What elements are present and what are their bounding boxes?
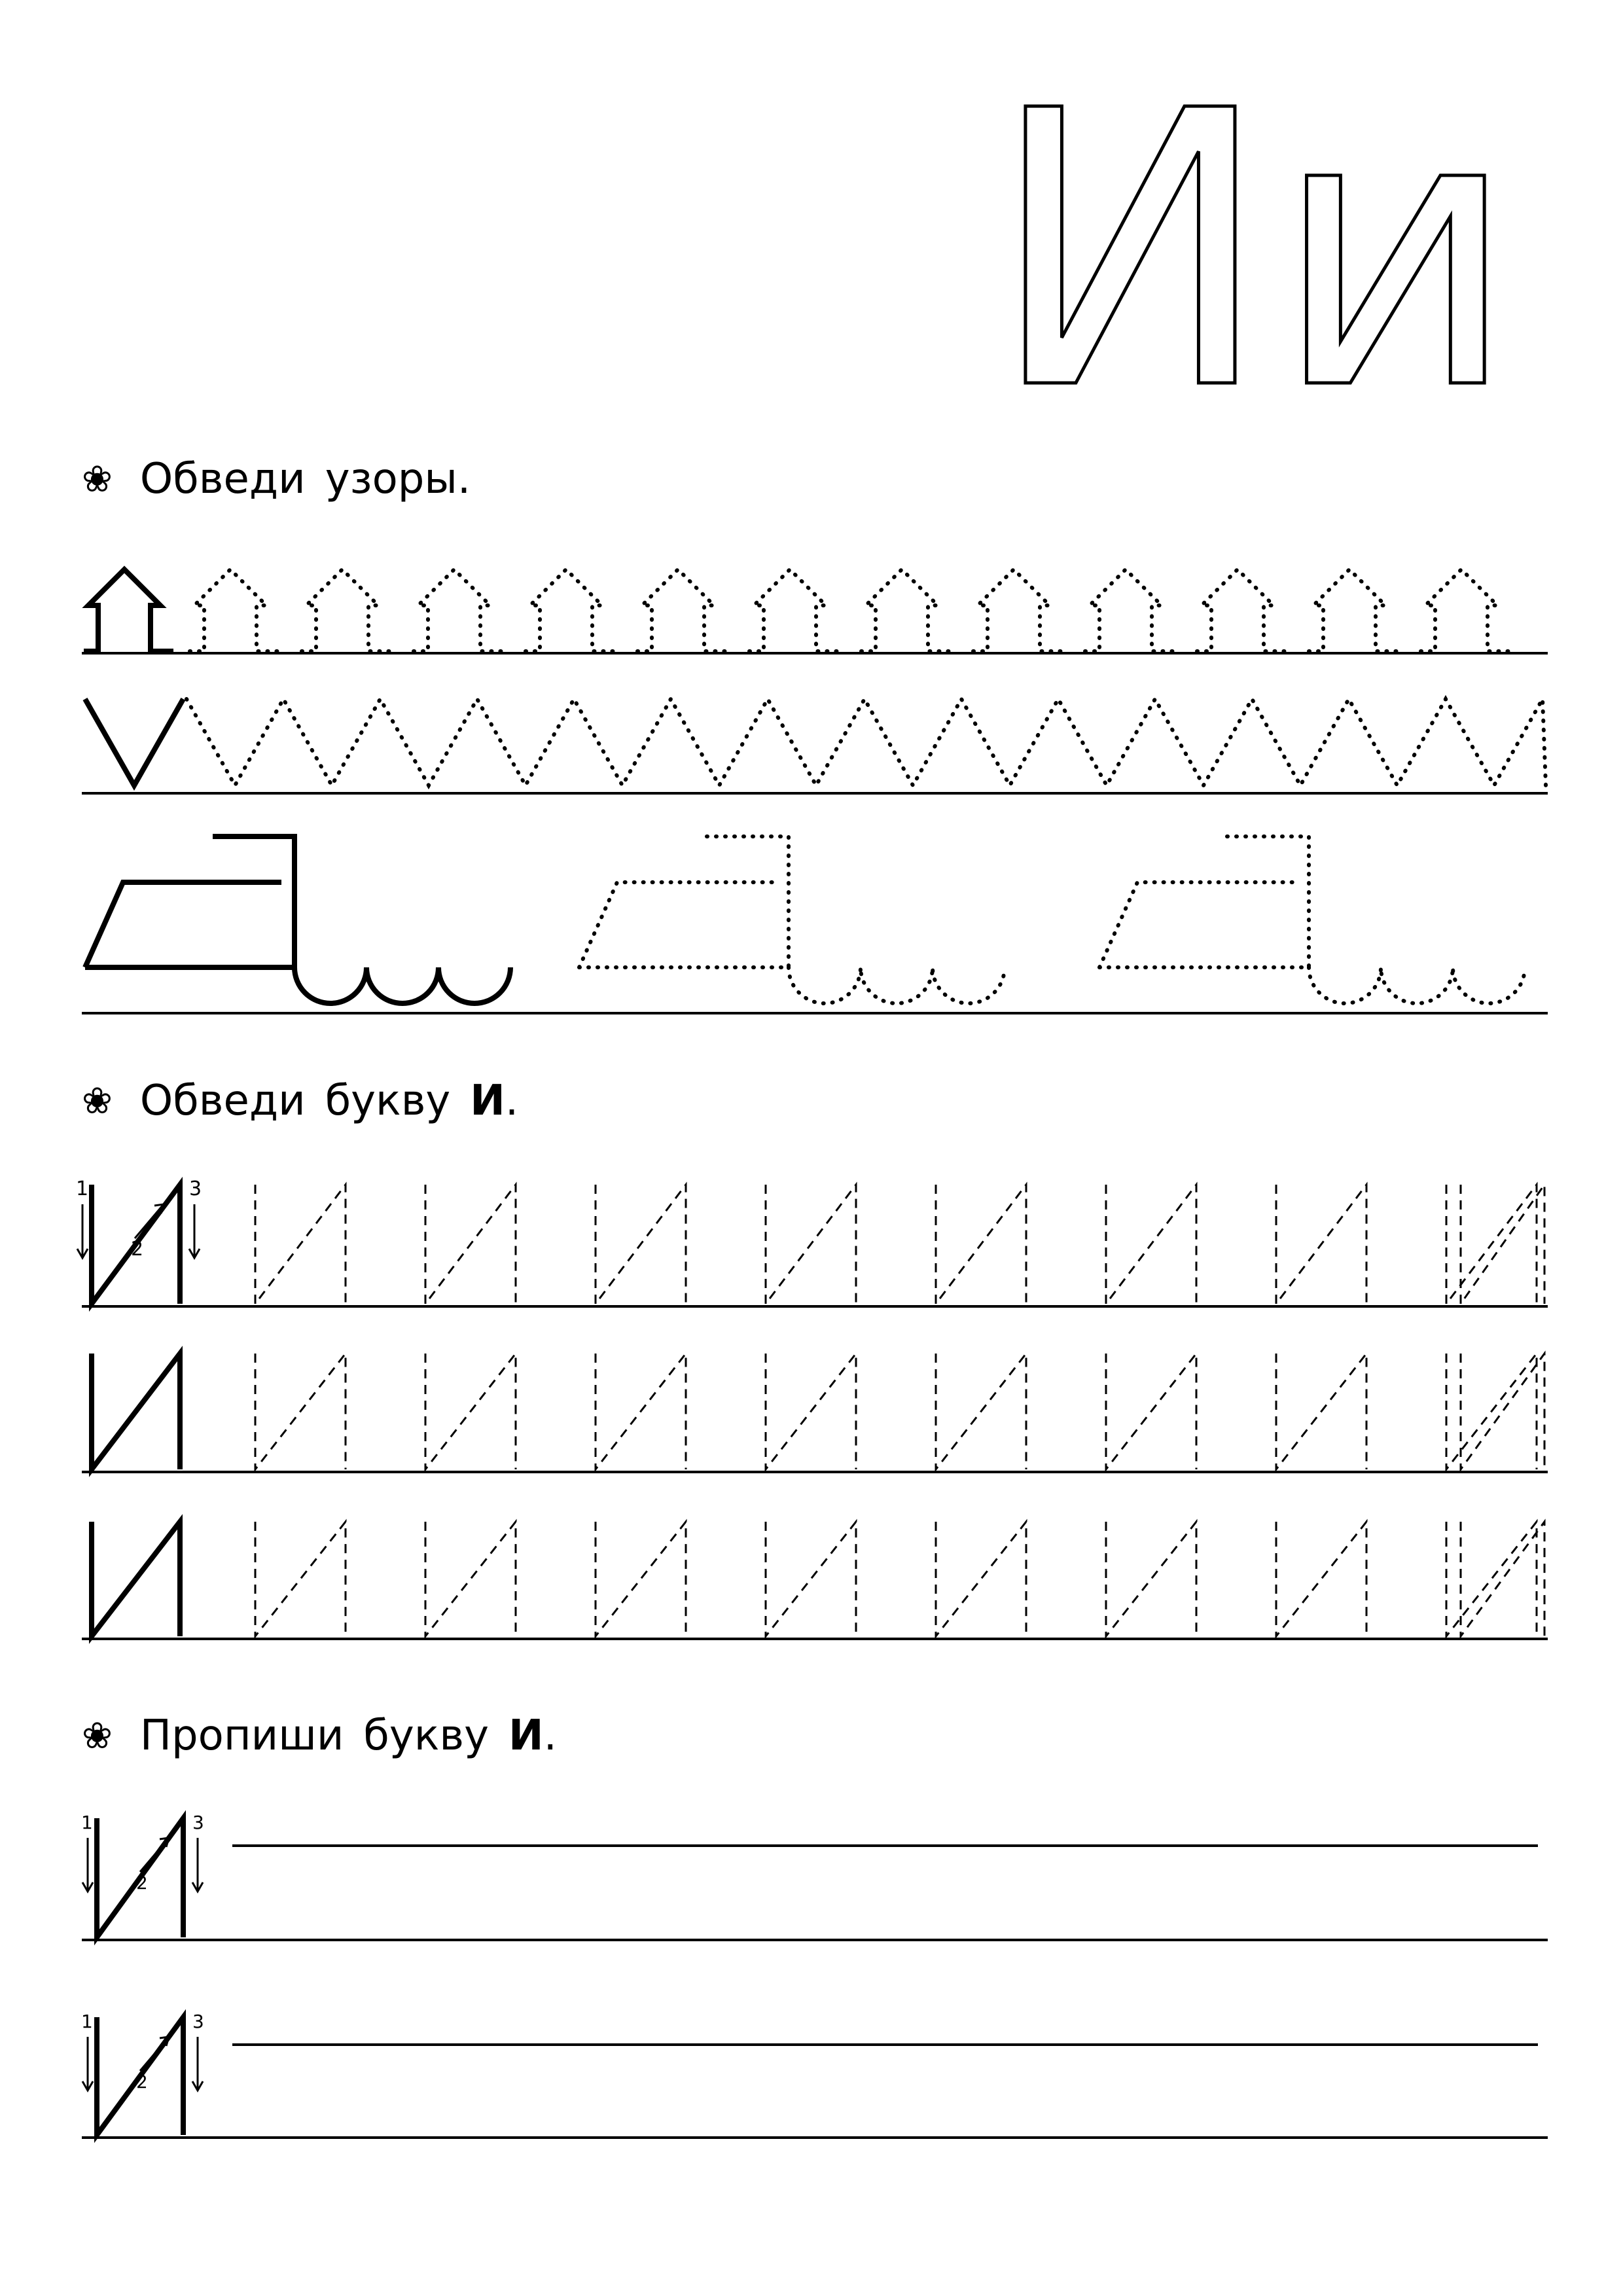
stroke-number: 2: [136, 2071, 148, 2092]
stroke-number: 1: [81, 1812, 93, 1833]
heading-word: узоры.: [325, 455, 471, 503]
letter-dashed: [1276, 1185, 1366, 1304]
heading-word: Обведи: [139, 455, 306, 503]
waves-dotted: [789, 967, 1005, 1003]
letter-dashed: [255, 1522, 346, 1636]
heading-tail: .: [543, 1712, 557, 1760]
waves-dotted: [1309, 967, 1525, 1003]
letter-dashed: [1106, 1522, 1196, 1636]
house-dotted: [637, 569, 727, 651]
iron-sample: [85, 836, 294, 967]
letter-dashed: [936, 1354, 1026, 1469]
section-heading-trace-letter: [82, 1077, 518, 1125]
house-dotted: [861, 569, 951, 651]
stroke-number: 3: [189, 1177, 202, 1200]
house-dotted: [190, 569, 279, 651]
letter-dashed: [1461, 1354, 1544, 1469]
letter-dashed: [1461, 1185, 1544, 1304]
letter-dashed: [596, 1522, 686, 1636]
heading-letter: И: [508, 1712, 544, 1760]
stroke-number: 1: [76, 1177, 89, 1200]
stroke-arrow-icon: [135, 1204, 164, 1238]
flower-icon: ❀: [82, 1714, 113, 1757]
house-dotted: [1085, 569, 1175, 651]
stroke-number: 3: [192, 1812, 204, 1833]
section-heading-patterns: [82, 455, 490, 503]
worksheet-drawing: [76, 569, 1548, 2138]
stroke-arrow-icon: [140, 2037, 169, 2071]
letter-dashed: [936, 1522, 1026, 1636]
letter-dashed: [1276, 1522, 1366, 1636]
letter-dashed: [936, 1185, 1026, 1304]
stroke-number: 1: [81, 2011, 93, 2032]
house-dotted: [1421, 569, 1510, 651]
letter-dashed: [766, 1354, 856, 1469]
stroke-number: 2: [136, 1872, 148, 1893]
house-sample: [84, 569, 173, 651]
house-dotted: [302, 569, 391, 651]
stroke-arrow-icon: [140, 1838, 169, 1872]
house-dotted: [526, 569, 615, 651]
flower-icon: ❀: [82, 457, 113, 501]
letter-dashed: [1461, 1522, 1544, 1636]
zigzag-dotted: [187, 699, 1546, 785]
house-dotted: [1309, 569, 1399, 651]
section-heading-write-letter: [82, 1712, 557, 1760]
heading-letter: И: [470, 1077, 505, 1125]
heading-word: букву: [325, 1077, 451, 1125]
letter-dashed: [255, 1185, 346, 1304]
letter-dashed: [425, 1522, 516, 1636]
heading-word: букву: [363, 1712, 490, 1760]
letter-dashed: [596, 1354, 686, 1469]
letter-dashed: [1276, 1354, 1366, 1469]
letter-dashed: [766, 1522, 856, 1636]
iron-dotted: [1099, 836, 1309, 967]
letter-dashed: [1106, 1185, 1196, 1304]
letter-dashed: [425, 1185, 516, 1304]
stroke-number: 3: [192, 2011, 204, 2032]
heading-word: Обведи: [139, 1077, 306, 1125]
heading-tail: .: [505, 1077, 519, 1125]
heading-word: Пропиши: [139, 1712, 344, 1760]
iron-dotted: [579, 836, 789, 967]
letter-dashed: [766, 1185, 856, 1304]
house-dotted: [749, 569, 839, 651]
house-dotted: [414, 569, 503, 651]
letter-dashed: [596, 1185, 686, 1304]
zigzag-sample: [85, 699, 183, 785]
title-letters: Ии: [988, 31, 1519, 473]
letter-dashed: [255, 1354, 346, 1469]
house-dotted: [973, 569, 1063, 651]
letter-sample: [92, 1354, 180, 1469]
flower-icon: ❀: [82, 1079, 113, 1122]
stroke-number: 2: [131, 1238, 144, 1261]
letter-dashed: [425, 1354, 516, 1469]
house-dotted: [1197, 569, 1287, 651]
letter-sample: [92, 1522, 180, 1636]
letter-dashed: [1106, 1354, 1196, 1469]
waves-sample: [294, 967, 510, 1003]
